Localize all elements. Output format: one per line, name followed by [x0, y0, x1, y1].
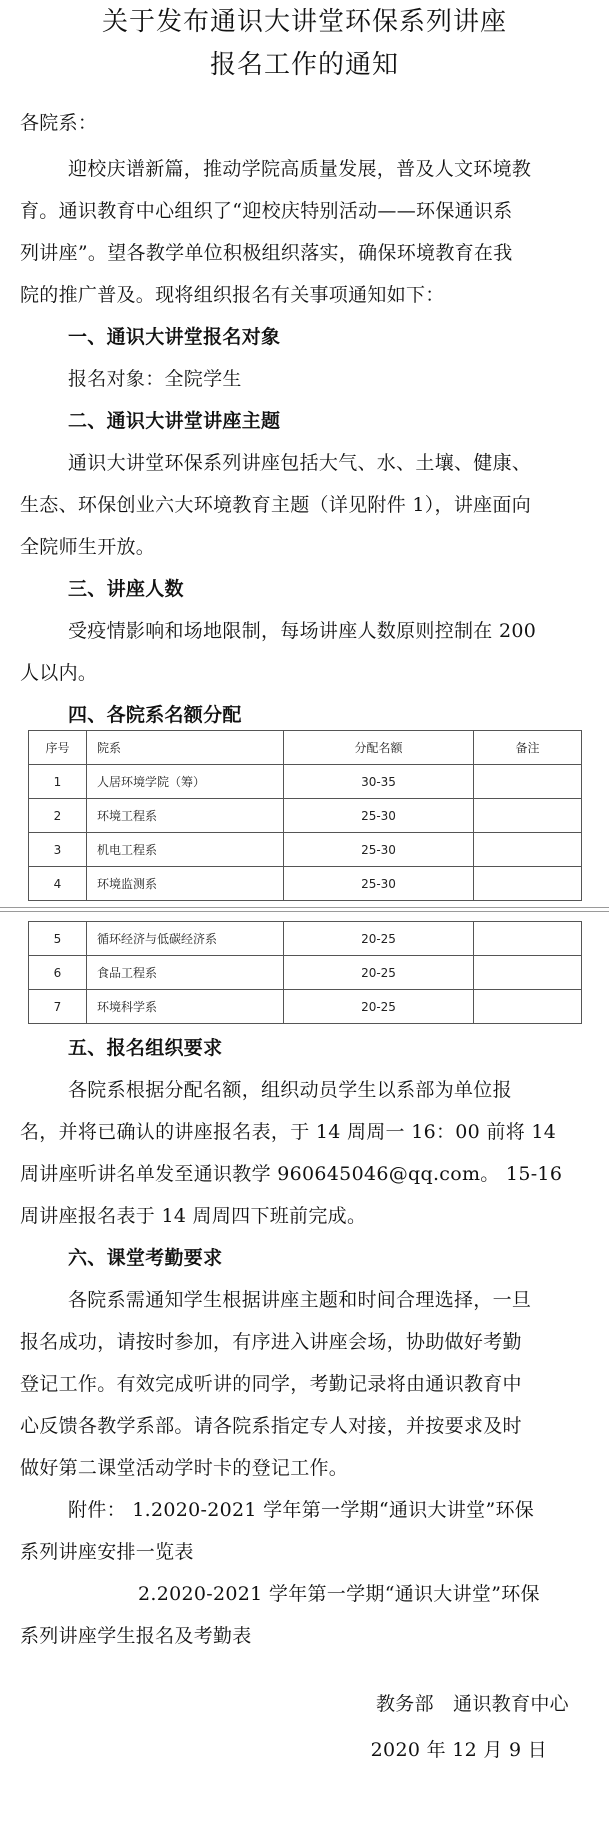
- divider-rule-lower: [0, 911, 609, 912]
- row-quota: 25-30: [284, 867, 474, 901]
- table-row: [29, 765, 582, 799]
- section-3-heading: 三、讲座人数: [68, 578, 184, 600]
- section-6-body-line-3: 登记工作。有效完成听讲的同学，考勤记录将由通识教育中: [20, 1373, 522, 1395]
- row-index: 7: [29, 990, 87, 1024]
- row-index: 4: [29, 867, 87, 901]
- section-1-heading: 一、通识大讲堂报名对象: [68, 326, 281, 348]
- row-remark: [474, 956, 582, 990]
- section-6-body-line-4: 心反馈各教学系部。请各院系指定专人对接，并按要求及时: [20, 1415, 522, 1437]
- quota-table-header-row: [29, 731, 582, 765]
- row-index: 6: [29, 956, 87, 990]
- row-department: 环境工程系: [87, 799, 284, 833]
- row-remark: [474, 990, 582, 1024]
- row-quota: 20-25: [284, 956, 474, 990]
- row-remark: [474, 765, 582, 799]
- row-quota: 20-25: [284, 922, 474, 956]
- col-header-index: 序号: [29, 731, 87, 765]
- section-6-body-line-2: 报名成功，请按时参加，有序进入讲座会场，协助做好考勤: [20, 1331, 522, 1353]
- section-6-body-line-1: 各院系需通知学生根据讲座主题和时间合理选择，一旦: [68, 1289, 532, 1311]
- row-department: 循环经济与低碳经济系: [87, 922, 284, 956]
- intro-line-3: 列讲座”。望各教学单位积极组织落实，确保环境教育在我: [20, 242, 513, 264]
- section-2-body-line-2: 生态、环保创业六大环境教育主题（详见附件 1），讲座面向: [20, 494, 532, 516]
- divider-rule-upper: [0, 907, 609, 908]
- attachment-line-2: 系列讲座安排一览表: [20, 1541, 194, 1563]
- section-6-heading: 六、课堂考勤要求: [68, 1247, 223, 1269]
- row-remark: [474, 867, 582, 901]
- row-remark: [474, 799, 582, 833]
- row-index: 2: [29, 799, 87, 833]
- issue-date: 2020 年 12 月 9 日: [370, 1739, 547, 1761]
- issuer-signature: 教务部 通识教育中心: [375, 1693, 569, 1715]
- attachment-line-4: 系列讲座学生报名及考勤表: [20, 1625, 252, 1647]
- section-5-body-line-2: 名，并将已确认的讲座报名表，于 14 周周一 16：00 前将 14: [20, 1121, 557, 1143]
- col-header-quota: 分配名额: [284, 731, 474, 765]
- section-1-body: 报名对象：全院学生: [68, 368, 242, 390]
- row-index: 5: [29, 922, 87, 956]
- attachment-line-1: 附件： 1.2020-2021 学年第一学期“通识大讲堂”环保: [68, 1499, 535, 1521]
- row-department: 环境监测系: [87, 867, 284, 901]
- section-2-heading: 二、通识大讲堂讲座主题: [68, 410, 281, 432]
- attachment-line-3: 2.2020-2021 学年第一学期“通识大讲堂”环保: [138, 1583, 540, 1605]
- intro-line-1: 迎校庆谱新篇，推动学院高质量发展，普及人文环境教: [68, 158, 532, 180]
- row-department: 人居环境学院（筹）: [87, 765, 284, 799]
- section-4-heading: 四、各院系名额分配: [68, 704, 242, 726]
- section-5-body-line-4: 周讲座报名表于 14 周周四下班前完成。: [20, 1205, 367, 1227]
- intro-line-4: 院的推广普及。现将组织报名有关事项通知如下：: [20, 284, 445, 306]
- section-5-heading: 五、报名组织要求: [68, 1037, 223, 1059]
- table-row: [29, 922, 582, 956]
- row-index: 1: [29, 765, 87, 799]
- notice-title-line-1: 关于发布通识大讲堂环保系列讲座: [101, 7, 507, 37]
- row-department: 食品工程系: [87, 956, 284, 990]
- section-2-body-line-3: 全院师生开放。: [20, 536, 156, 558]
- row-quota: 25-30: [284, 833, 474, 867]
- table-row: [29, 990, 582, 1024]
- salutation: 各院系：: [20, 112, 98, 134]
- notice-title-line-2: 报名工作的通知: [209, 50, 399, 80]
- row-quota: 30-35: [284, 765, 474, 799]
- table-row: [29, 799, 582, 833]
- table-row: [29, 956, 582, 990]
- page-break-divider: [0, 903, 609, 917]
- section-2-body-line-1: 通识大讲堂环保系列讲座包括大气、水、土壤、健康、: [68, 452, 532, 474]
- intro-line-2: 育。通识教育中心组织了“迎校庆特别活动——环保通识系: [20, 200, 513, 222]
- row-quota: 20-25: [284, 990, 474, 1024]
- quota-table-part-2: [28, 921, 582, 1024]
- row-department: 机电工程系: [87, 833, 284, 867]
- col-header-department: 院系: [87, 731, 284, 765]
- row-index: 3: [29, 833, 87, 867]
- section-3-body-line-2: 人以内。: [20, 662, 98, 684]
- col-header-remark: 备注: [474, 731, 582, 765]
- row-remark: [474, 922, 582, 956]
- table-row: [29, 867, 582, 901]
- section-5-body-line-1: 各院系根据分配名额，组织动员学生以系部为单位报: [68, 1079, 512, 1101]
- row-remark: [474, 833, 582, 867]
- row-quota: 25-30: [284, 799, 474, 833]
- table-row: [29, 833, 582, 867]
- section-5-body-line-3: 周讲座听讲名单发至通识教学 960645046@qq.com。 15-16: [20, 1163, 563, 1185]
- section-3-body-line-1: 受疫情影响和场地限制，每场讲座人数原则控制在 200: [68, 620, 537, 642]
- row-department: 环境科学系: [87, 990, 284, 1024]
- quota-table-part-1: [28, 730, 582, 901]
- section-6-body-line-5: 做好第二课堂活动学时卡的登记工作。: [20, 1457, 349, 1479]
